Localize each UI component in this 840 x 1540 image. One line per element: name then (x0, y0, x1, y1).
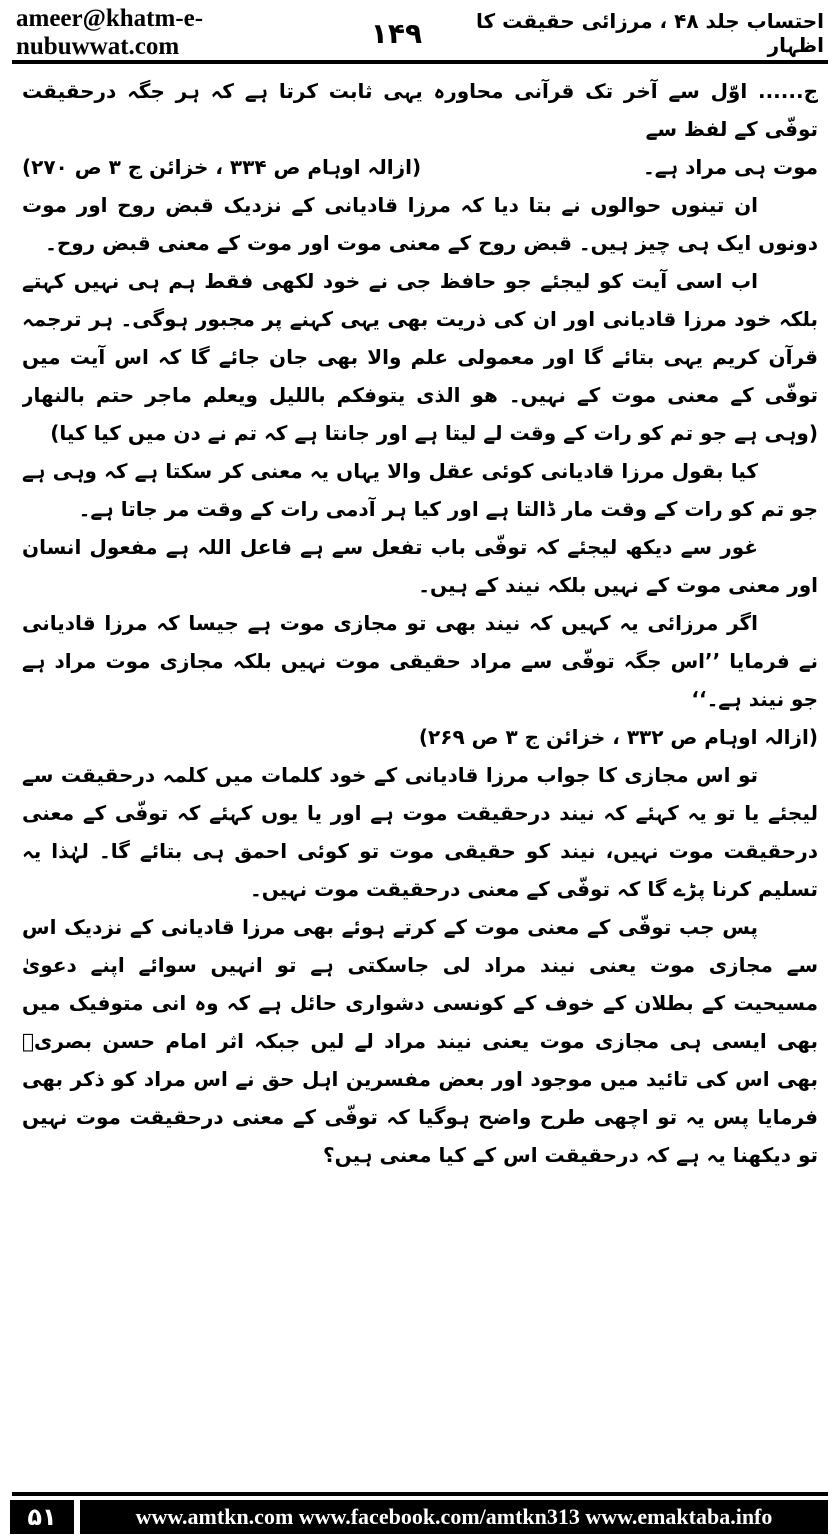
header-page-number: ۱۴۹ (370, 16, 423, 50)
page-body (22, 72, 818, 1482)
footer-rule (12, 1492, 828, 1496)
reference-2: (ازالہ اوہام ص ۳۳۲ ، خزائن ج ۳ ص ۲۶۹) (418, 725, 818, 749)
paragraph-2: ان تینوں حوالوں نے بتا دیا کہ مرزا قادیانی کے نزدیک قبض روح اور موت دونوں ایک ہی چیز ہیں۔ قبض روح کے معنی موت اور موت کے معنی قبض روح۔ (22, 193, 818, 255)
header-email: ameer@khatm-e-nubuwwat.com (16, 5, 204, 60)
paragraph-6: اگر مرزائی یہ کہیں کہ نیند بھی تو مجازی موت ہے جیسا کہ مرزا قادیانی نے فرمایا ’’اس جگہ توفّی سے مراد حقیقی موت نہیں بلکہ مجازی موت مراد ہے جو نیند ہے۔‘‘ (22, 611, 818, 711)
header-left-group (16, 5, 422, 61)
footer-links: www.amtkn.com www.facebook.com/amtkn313 www.emaktaba.info (80, 1500, 828, 1534)
paragraph-1: ج...... اوّل سے آخر تک قرآنی محاورہ یہی ثابت کرتا ہے کہ ہر جگہ درحقیقت توفّی کے لفظ سے (22, 79, 818, 141)
footer-page-number: ۵۱ (10, 1500, 74, 1534)
paragraph-8: پس جب توفّی کے معنی موت کے کرتے ہوئے بھی مرزا قادیانی کے نزدیک اس سے مجازی موت یعنی نیند مراد لی جاسکتی ہے تو انہیں سوائے اپنے دعویٰ مسیحیت کے بطلان کے خوف کے کونسی دشواری حائل ہے کہ وہ انی متوفیک میں بھی ایسی ہی مجازی موت یعنی نیند مراد لے لیں جبکہ اثر امام حسن بصریؒ بھی اس کی تائید میں موجود اور بعض مفسرین اہل حق نے اس مراد کو ذکر بھی فرمایا پس یہ تو اچھی طرح واضح ہوگیا کہ توفّی کے معنی درحقیقت موت نہیں تو دیکھنا یہ ہے کہ درحقیقت اس کے کیا معنی ہیں؟ (22, 915, 818, 1167)
paragraph-4: کیا بقول مرزا قادیانی کوئی عقل والا یہاں یہ معنی کر سکتا ہے کہ وہی ہے جو تم کو رات کے وقت مار ڈالتا ہے اور کیا ہر آدمی رات کے وقت مر جاتا ہے۔ (22, 459, 818, 521)
paragraph-3: اب اسی آیت کو لیجئے جو حافظ جی نے خود لکھی فقط ہم ہی نہیں کہتے بلکہ خود مرزا قادیانی اور ان کی ذریت بھی یہی کہنے پر مجبور ہوگی۔ ہر ترجمہ قرآن کریم یہی بتائے گا اور معمولی علم والا بھی جان جائے گا کہ اس آیت میں توفّی کے معنی موت کے نہیں۔ ھو الذی یتوفکم باللیل ویعلم ماجر حتم بالنھار (وہی ہے جو تم کو رات کے وقت لے لیتا ہے اور جانتا ہے کہ تم نے دن میں کیا کیا) (22, 269, 818, 445)
paragraph-1-tail: موت ہی مراد ہے۔ (643, 155, 818, 179)
page-header (16, 5, 824, 60)
page-footer (0, 1486, 840, 1540)
paragraph-7: تو اس مجازی کا جواب مرزا قادیانی کے خود کلمات میں کلمہ درحقیقت سے لیجئے یا تو یہ کہئے کہ نیند درحقیقت موت ہے اور یا یوں کہئے کہ توفّی کے معنی درحقیقت موت نہیں، نیند کو حقیقی موت تو کوئی احمق ہی بتائے گا۔ لہٰذا یہ تسلیم کرنا پڑے گا کہ توفّی کے معنی درحقیقت موت نہیں۔ (22, 763, 818, 901)
header-title: احتساب جلد ۴۸ ، مرزائی حقیقت کا اظہار (476, 9, 824, 57)
reference-1: (ازالہ اوہام ص ۳۳۴ ، خزائن ج ۳ ص ۲۷۰) (22, 155, 422, 179)
paragraph-5: غور سے دیکھ لیجئے کہ توفّی باب تفعل سے ہے فاعل اللہ ہے مفعول انسان اور معنی موت کے نہیں بلکہ نیند کے ہیں۔ (22, 535, 818, 597)
header-rule (12, 60, 828, 64)
paragraph-1-end-line (22, 148, 818, 186)
